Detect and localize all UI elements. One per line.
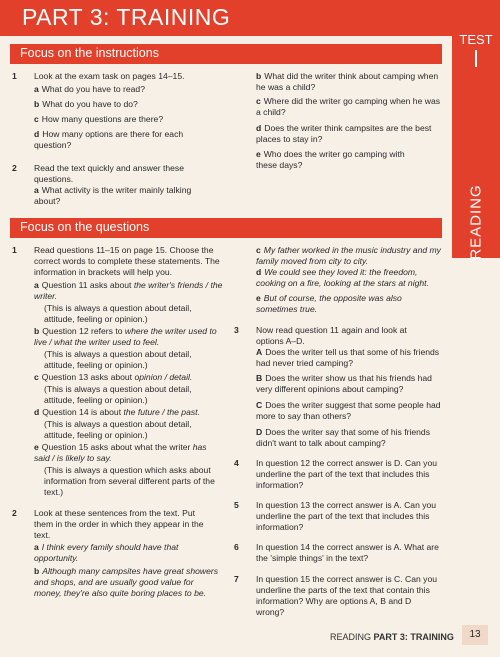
note: (This is always a question about detail, attitude, feeling or opinion.): [44, 384, 192, 405]
instruction: In question 12 the correct answer is D. Can you underline the part of the text that includes this information?: [256, 458, 438, 490]
list-item: d We could see they loved it: the freedom, cooking on a fire, looking at the stars at night.: [256, 267, 429, 288]
q-number: 2: [12, 508, 17, 518]
side-tab-reading: READING: [467, 184, 485, 260]
list-item: b What did the writer think about camping when he was a child?: [256, 71, 439, 92]
list-item: a What activity is the writer mainly talking about?: [34, 185, 192, 206]
instruction: Look at the exam task on pages 14–15.: [34, 71, 185, 81]
list-item: b Although many campsites have great showers and shops, and are usually good value for money, they're also quite boring places to be.: [34, 566, 219, 598]
instruction: In question 14 the correct answer is A. What are the 'simple things' in the text?: [256, 542, 439, 563]
side-tab-number: [475, 50, 477, 67]
side-tab: [452, 28, 500, 258]
q-number: 2: [12, 163, 17, 173]
q-number: 1: [12, 71, 17, 81]
side-tab-test: TEST: [459, 32, 493, 47]
instruction: Now read question 11 again and look at options A–D.: [256, 325, 407, 346]
instruction: In question 15 the correct answer is C. Can you underline the parts of the text that contain this information? Why are options A, B and D wrong?: [256, 574, 438, 617]
note: (This is always a question which asks about information from several different parts of the text.): [44, 465, 215, 497]
list-item: e But of course, the opposite was also sometimes true.: [256, 293, 402, 314]
list-item: a What do you have to read?: [34, 84, 145, 94]
instruction: Read questions 11–15 on page 15. Choose the correct words to complete these statements. The information in brackets will help you.: [34, 245, 220, 277]
q-number: 1: [12, 245, 17, 255]
list-item: b Question 12 refers to where the writer used to live / what the writer used to feel.: [34, 326, 217, 347]
note: (This is always a question about detail, attitude, feeling or opinion.): [44, 349, 192, 370]
instruction: Read the text quickly and answer these questions.: [34, 163, 185, 184]
list-item: c Question 13 asks about opinion / detail.: [34, 372, 193, 382]
list-item: c My father worked in the music industry and my family moved from city to city.: [256, 245, 441, 266]
note: (This is always a question about detail, attitude, feeling or opinion.): [44, 303, 192, 324]
q-number: 5: [234, 500, 239, 510]
list-item: e Who does the writer go camping with these days?: [256, 149, 405, 170]
list-item: a Question 11 asks about the writer's friends / the writer.: [34, 280, 223, 301]
list-item: C Does the writer suggest that some people had more to say than others?: [256, 400, 441, 421]
list-item: B Does the writer show us that his friends had very different opinions about camping?: [256, 373, 432, 394]
list-item: e Question 15 asks about what the writer has said / is likely to say.: [34, 442, 207, 463]
instruction: In question 13 the correct answer is A. Can you underline the part of the text that includes this information?: [256, 500, 437, 532]
note: (This is always a question about detail, attitude, feeling or opinion.): [44, 419, 192, 440]
list-item: A Does the writer tell us that some of his friends had never tried camping?: [256, 347, 440, 368]
list-item: d How many options are there for each question?: [34, 129, 184, 150]
list-item: c Where did the writer go camping when he was a child?: [256, 96, 441, 117]
q-number: 6: [234, 542, 239, 552]
list-item: D Does the writer say that some of his friends didn't want to talk about camping?: [256, 427, 431, 448]
q-number: 3: [234, 325, 239, 335]
instruction: Look at these sentences from the text. Put them in the order in which they appear in the text.: [34, 508, 204, 540]
q-number: 7: [234, 574, 239, 584]
page-number: 13: [462, 625, 488, 645]
section-heading-instructions: Focus on the instructions: [10, 44, 442, 64]
list-item: d Question 14 is about the future / the past.: [34, 407, 200, 417]
page-title: PART 3: TRAINING: [22, 4, 231, 30]
q-number: 4: [234, 458, 239, 468]
list-item: d Does the writer think campsites are the best places to stay in?: [256, 123, 432, 144]
list-item: b What do you have to do?: [34, 99, 138, 109]
section-heading-questions: Focus on the questions: [10, 218, 442, 238]
list-item: c How many questions are there?: [34, 114, 164, 124]
list-item: a I think every family should have that opportunity.: [34, 542, 179, 563]
footer: READING PART 3: TRAINING: [330, 632, 454, 642]
